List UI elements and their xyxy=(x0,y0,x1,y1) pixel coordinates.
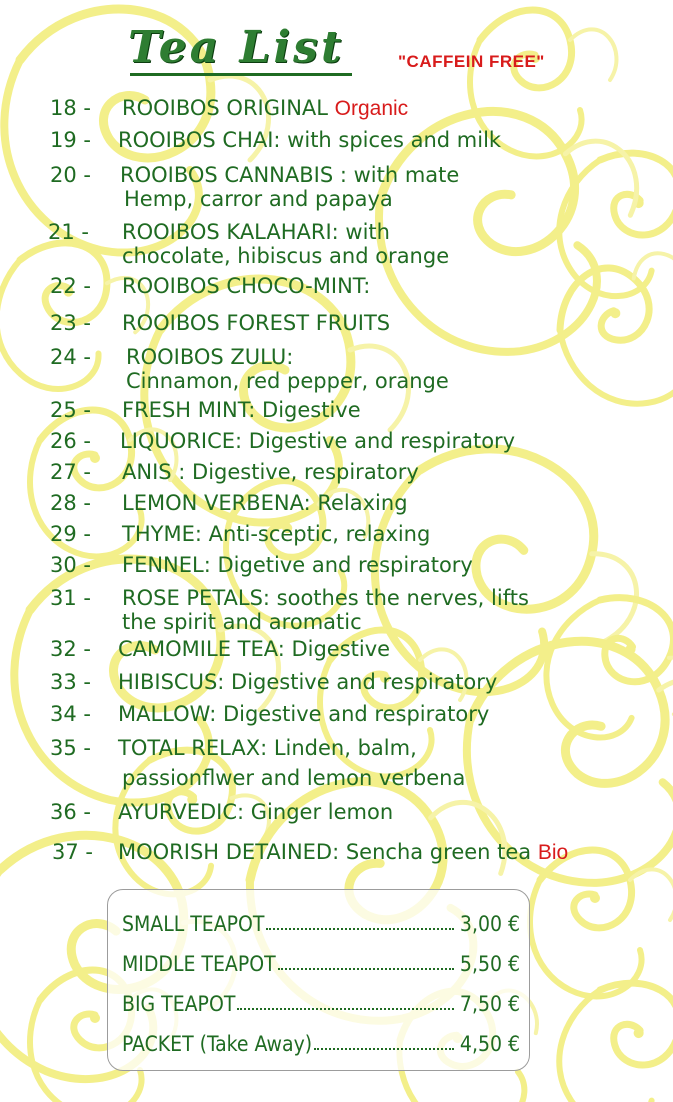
item-description: ANIS : Digestive, respiratory xyxy=(122,460,419,484)
item-description: MALLOW: Digestive and respiratory xyxy=(118,702,490,726)
bio-tag: Bio xyxy=(537,841,569,864)
price-row-big-teapot xyxy=(122,982,520,1016)
dot-leader xyxy=(278,967,454,970)
item-number: 22 - xyxy=(50,274,91,298)
price-label: PACKET (Take Away) xyxy=(122,1032,313,1056)
item-number: 32 - xyxy=(50,637,91,661)
price-value: 3,00 € xyxy=(459,912,520,936)
item-description-cont: Hemp, carror and papaya xyxy=(124,187,393,211)
price-list-box xyxy=(107,889,530,1071)
page-title: Tea List xyxy=(128,22,345,73)
item-number: 35 - xyxy=(50,736,91,760)
item-description: AYURVEDIC: Ginger lemon xyxy=(118,800,394,824)
item-description: ROOIBOS KALAHARI: with xyxy=(122,220,390,244)
item-description: ROOIBOS CANNABIS : with mate xyxy=(120,163,460,187)
item-description: HIBISCUS: Digestive and respiratory xyxy=(118,670,498,694)
item-description-cont: passionflwer and lemon verbena xyxy=(122,766,466,790)
item-number: 19 - xyxy=(50,128,91,152)
item-number: 21 - xyxy=(48,220,89,244)
price-value: 7,50 € xyxy=(459,992,520,1016)
item-number: 23 - xyxy=(50,311,91,335)
item-number: 18 - xyxy=(50,96,91,120)
item-number: 37 - xyxy=(52,840,93,864)
caffeine-free-label: "CAFFEIN FREE" xyxy=(398,52,545,71)
item-description-cont: Cinnamon, red pepper, orange xyxy=(126,369,449,393)
price-value: 5,50 € xyxy=(459,952,520,976)
item-description: ROOIBOS FOREST FRUITS xyxy=(122,311,391,335)
price-label: MIDDLE TEAPOT xyxy=(122,952,276,976)
item-number: 31 - xyxy=(50,586,91,610)
item-description: LIQUORICE: Digestive and respiratory xyxy=(120,429,516,453)
dot-leader xyxy=(314,1047,454,1050)
item-number: 30 - xyxy=(50,553,91,577)
item-description: ROOIBOS CHAI: with spices and milk xyxy=(118,128,502,152)
price-row-small-teapot xyxy=(122,902,520,936)
title-underline xyxy=(130,73,352,76)
price-label: BIG TEAPOT xyxy=(122,992,236,1016)
item-number: 34 - xyxy=(50,702,91,726)
price-row-middle-teapot xyxy=(122,942,520,976)
item-description: ROOIBOS ORIGINAL Organic xyxy=(122,96,409,120)
item-description: ROOIBOS ZULU: xyxy=(126,345,294,369)
item-description-cont: the spirit and aromatic xyxy=(122,610,362,634)
dot-leader xyxy=(237,1007,454,1010)
dot-leader xyxy=(266,927,453,930)
item-number: 28 - xyxy=(50,491,91,515)
price-row-packet xyxy=(122,1022,520,1056)
item-description-cont: chocolate, hibiscus and orange xyxy=(122,244,450,268)
item-number: 27 - xyxy=(50,460,91,484)
item-description: CAMOMILE TEA: Digestive xyxy=(118,637,391,661)
item-description: FRESH MINT: Digestive xyxy=(122,398,361,422)
item-description: LEMON VERBENA: Relaxing xyxy=(122,491,408,515)
item-description: ROOIBOS CHOCO-MINT: xyxy=(122,274,371,298)
item-description: FENNEL: Digetive and respiratory xyxy=(122,553,473,577)
item-number: 24 - xyxy=(50,345,91,369)
item-number: 33 - xyxy=(50,670,91,694)
item-description: THYME: Anti-sceptic, relaxing xyxy=(122,522,431,546)
item-description: ROSE PETALS: soothes the nerves, lifts xyxy=(122,586,529,610)
item-number: 20 - xyxy=(50,163,91,187)
price-label: SMALL TEAPOT xyxy=(122,912,265,936)
item-number: 25 - xyxy=(50,398,91,422)
item-number: 26 - xyxy=(50,429,91,453)
item-description: TOTAL RELAX: Linden, balm, xyxy=(118,736,417,760)
organic-tag: Organic xyxy=(334,97,409,120)
price-value: 4,50 € xyxy=(459,1032,520,1056)
item-description: MOORISH DETAINED: Sencha green tea Bio xyxy=(118,840,569,864)
item-number: 36 - xyxy=(50,800,91,824)
item-number: 29 - xyxy=(50,522,91,546)
